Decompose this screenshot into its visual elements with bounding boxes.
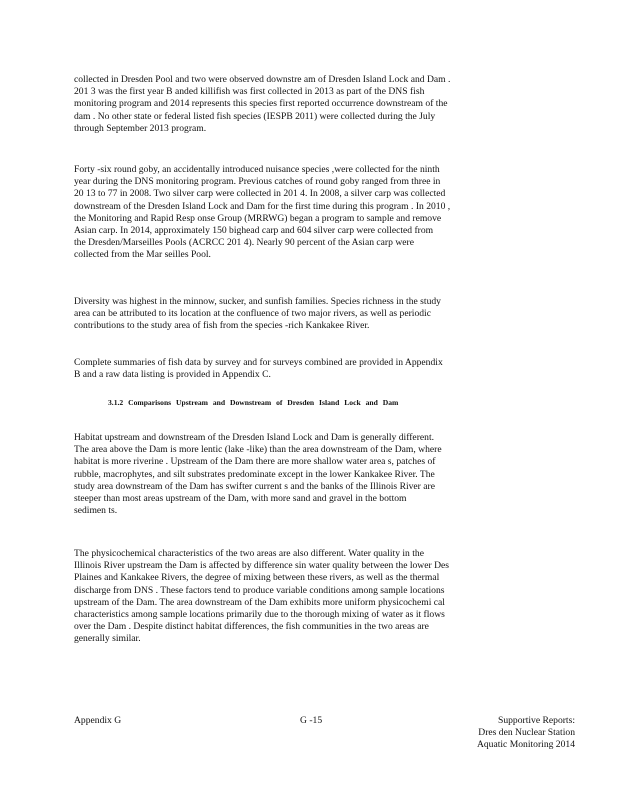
text-line: Forty -six round goby, an accidentally introduced nuisance species ,were collected for the ninth bbox=[74, 164, 440, 175]
text-line: through September 2013 program. bbox=[74, 122, 207, 134]
text-line: sedimen ts. bbox=[74, 505, 118, 517]
text-line: dam . No other state or federal listed fish species (IESPB 2011) were collected during the July bbox=[74, 110, 436, 122]
footer-appendix-label: Appendix G bbox=[74, 715, 122, 726]
text-line: Complete summaries of fish data by survey and for surveys combined are provided in Appendix bbox=[74, 357, 443, 368]
text-line: B and a raw data listing is provided in Appendix C. bbox=[74, 369, 271, 381]
text-line: 201 3 was the first year B anded killifish was first collected in 2013 as part of the DNS fish bbox=[74, 86, 425, 98]
section-heading: 3.1.2 Comparisons Upstream and Downstream of Dresden Island Lock and Dam bbox=[108, 398, 399, 407]
text-line: area can be attributed to its location at the confluence of two major rivers, as well as periodic bbox=[74, 308, 431, 320]
paragraph-collection-notes bbox=[74, 74, 542, 135]
text-line: discharge from DNS . These factors tend to produce variable conditions among sample locations bbox=[74, 584, 445, 596]
text-line: Habitat upstream and downstream of the Dresden Island Lock and Dam is generally different. bbox=[74, 432, 435, 443]
text-line: over the Dam . Despite distinct habitat differences, the fish communities in the two areas are bbox=[74, 621, 429, 633]
text-line: Plaines and Kankakee Rivers, the degree of mixing between these rivers, as well as the thermal bbox=[74, 572, 440, 584]
text-line: characteristics among sample locations primarily due to the thorough mixing of water as it flows bbox=[74, 609, 445, 621]
text-line: upstream of the Dam. The area downstream of the Dam exhibits more uniform physicochemi cal bbox=[74, 596, 445, 608]
text-line: The physicochemical characteristics of the two areas are also different. Water quality in the bbox=[74, 548, 424, 559]
text-line: 20 13 to 77 in 2008. Two silver carp were collected in 201 4. In 2008, a silver carp was collected bbox=[74, 188, 446, 200]
text-line: Illinois River upstream the Dam is affected by difference sin water quality between the lower Des bbox=[74, 560, 450, 572]
text-line: The area above the Dam is more lentic (lake -like) than the area downstream of the Dam, where bbox=[74, 444, 442, 456]
text-line: year during the DNS monitoring program. Previous catches of round goby ranged from three in bbox=[74, 176, 441, 188]
text-line: Asian carp. In 2014, approximately 150 bighead carp and 604 silver carp were collected from bbox=[74, 225, 434, 237]
paragraph-diversity bbox=[74, 296, 542, 333]
footer-report-line: Supportive Reports: bbox=[497, 715, 575, 726]
paragraph-physicochemical bbox=[74, 548, 542, 646]
text-line: monitoring program and 2014 represents this species first reported occurrence downstream of the bbox=[74, 98, 448, 110]
paragraph-habitat bbox=[74, 432, 542, 517]
footer-report-line: Aquatic Monitoring 2014 bbox=[476, 739, 575, 750]
text-line: the Dresden/Marseilles Pools (ACRCC 201 4). Nearly 90 percent of the Asian carp were bbox=[74, 237, 414, 249]
paragraph-summaries bbox=[74, 357, 542, 381]
paragraph-round-goby-carp bbox=[74, 164, 542, 262]
text-line: habitat is more riverine . Upstream of the Dam there are more shallow water area s, patches of bbox=[74, 456, 436, 468]
text-line: collected in Dresden Pool and two were observed downstre am of Dresden Island Lock and Dam . bbox=[74, 74, 451, 85]
text-line: collected from the Mar seilles Pool. bbox=[74, 249, 211, 261]
text-line: steeper than most areas upstream of the Dam, with more sand and gravel in the bottom bbox=[74, 493, 407, 505]
text-line: contributions to the study area of fish from the species -rich Kankakee River. bbox=[74, 320, 370, 332]
footer-page-number: G -15 bbox=[300, 715, 323, 726]
text-line: the Monitoring and Rapid Resp onse Group (MRRWG) began a program to sample and remove bbox=[74, 212, 442, 224]
footer-report-line: Dres den Nuclear Station bbox=[478, 727, 575, 738]
text-line: study area downstream of the Dam has swifter current s and the banks of the Illinois River are bbox=[74, 480, 435, 492]
text-line: Diversity was highest in the minnow, sucker, and sunfish families. Species richness in the study bbox=[74, 296, 441, 307]
footer-report-title bbox=[455, 715, 575, 751]
text-line: downstream of the Dresden Island Lock and Dam for the first time during this program . In 2010 , bbox=[74, 200, 451, 212]
text-line: generally similar. bbox=[74, 633, 141, 645]
text-line: rubble, macrophytes, and silt substrates predominate except in the lower Kankakee River. The bbox=[74, 468, 435, 480]
